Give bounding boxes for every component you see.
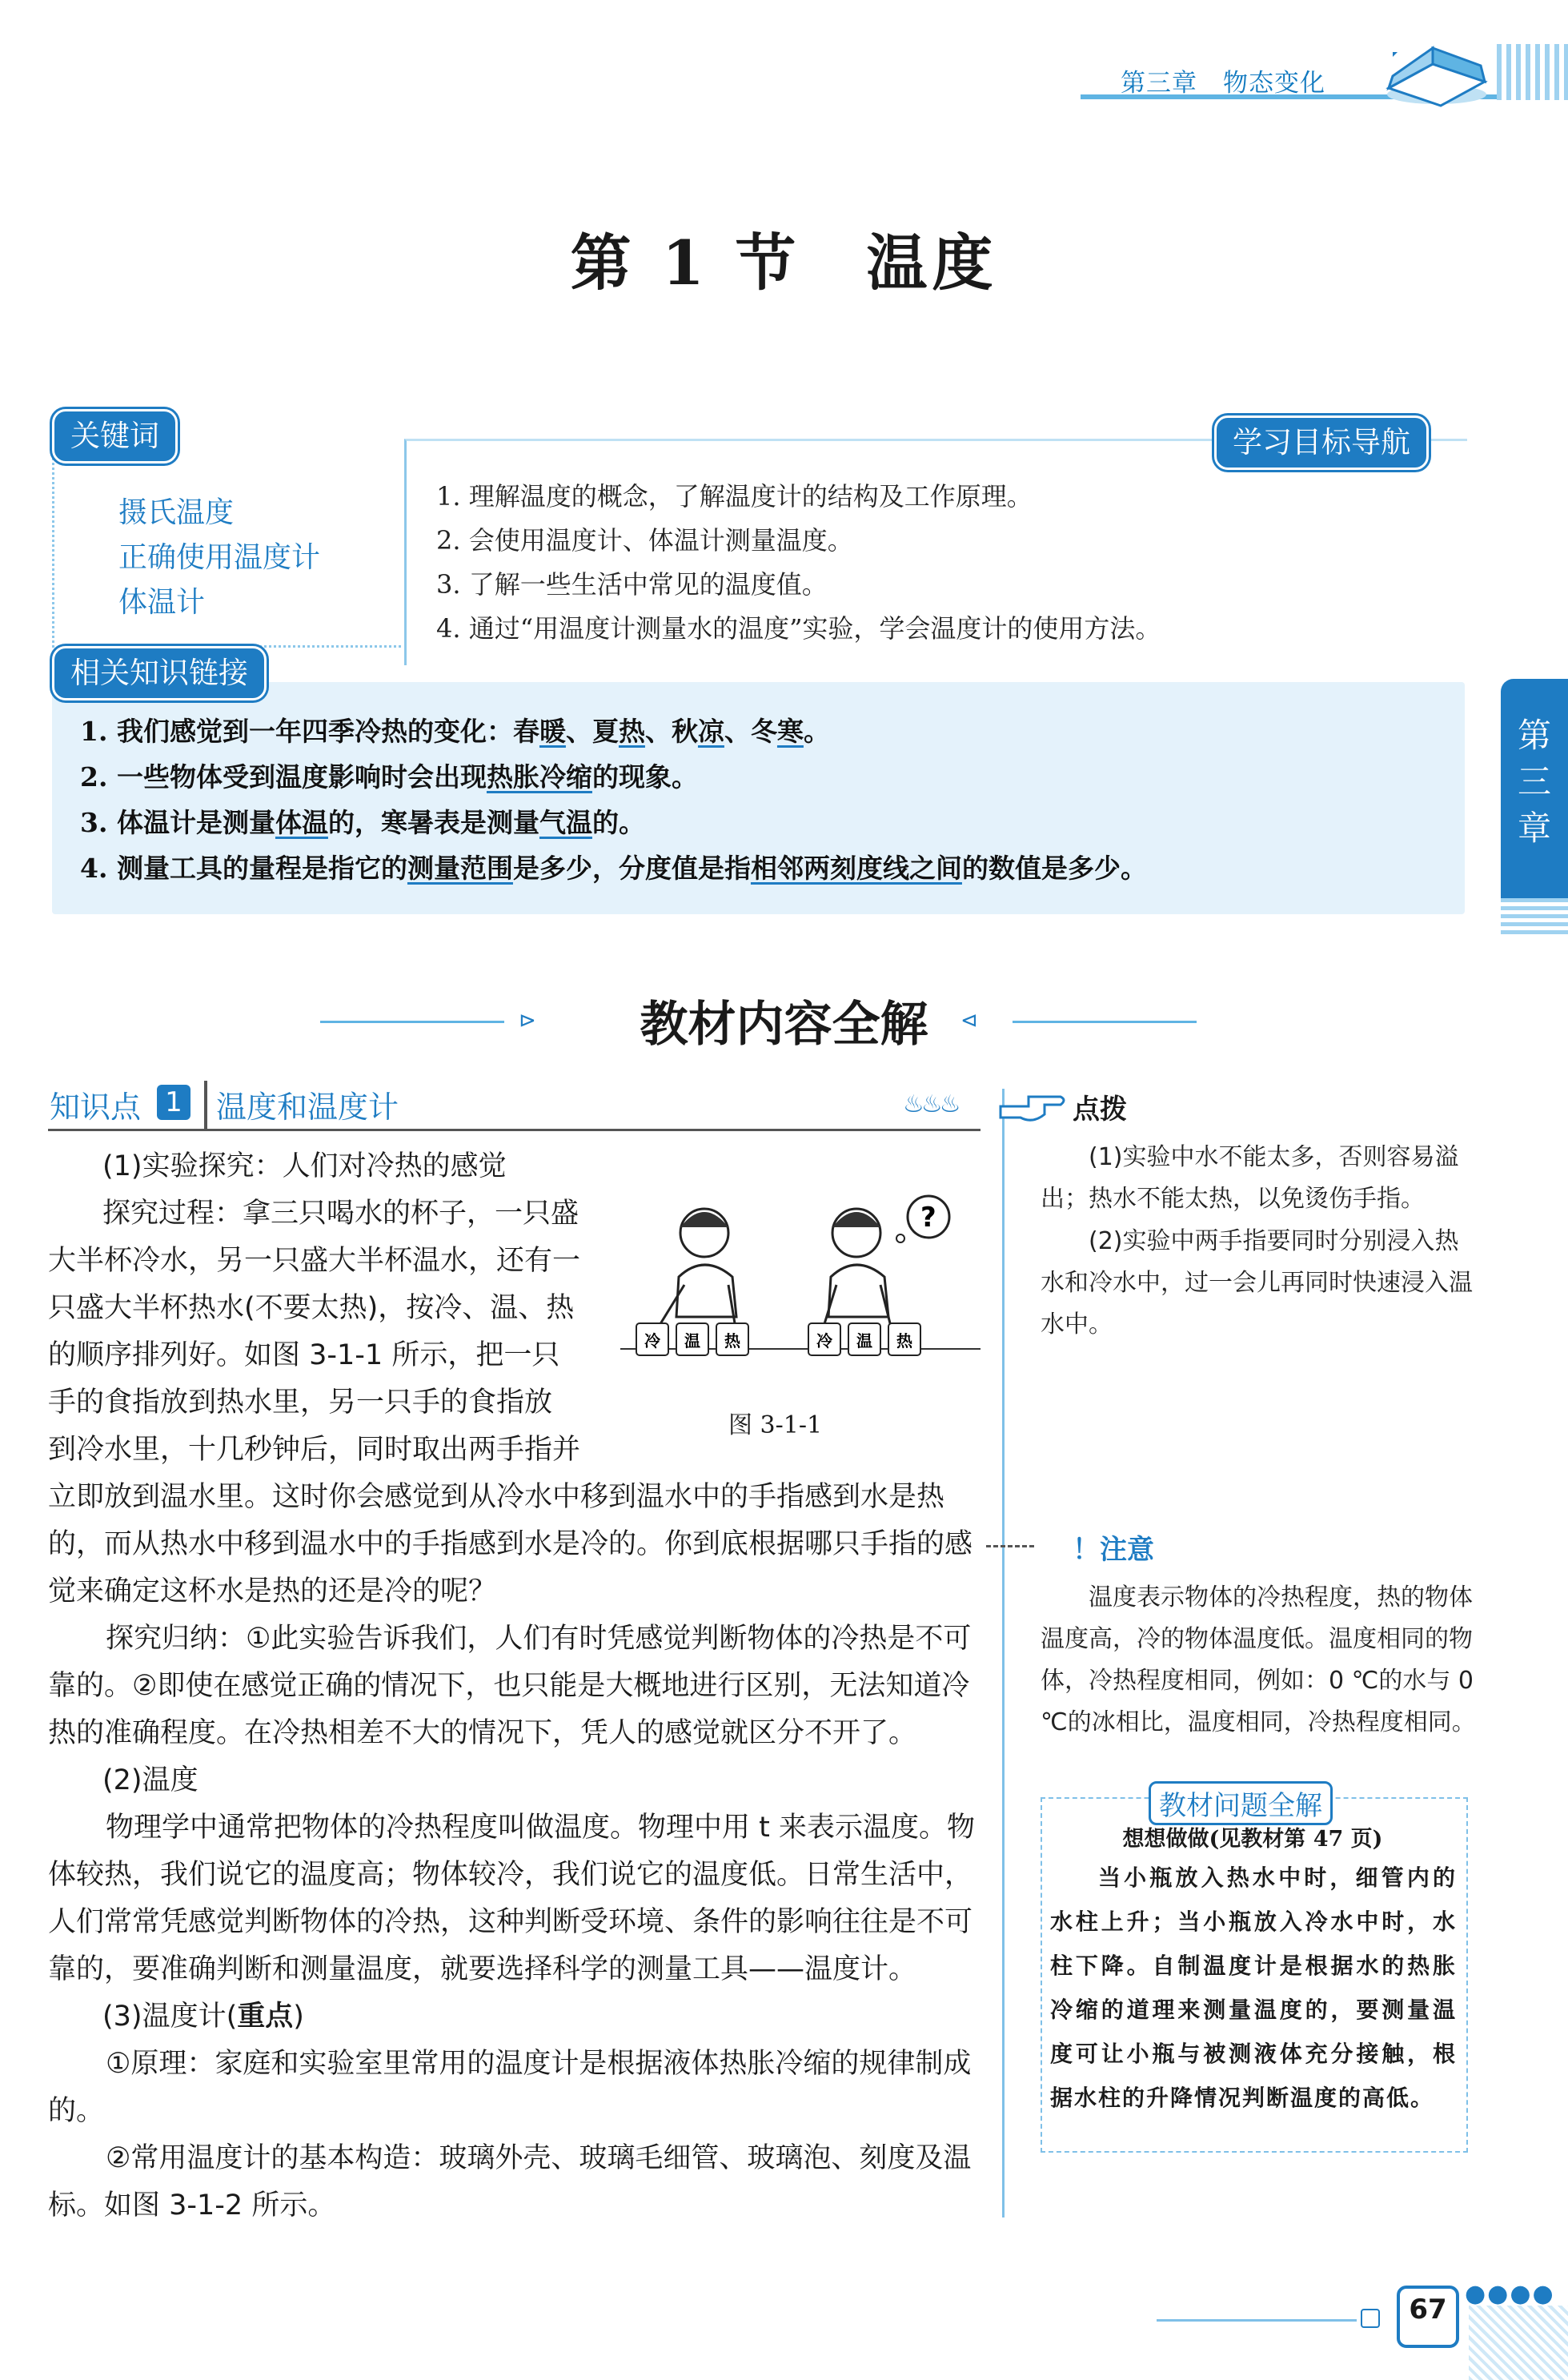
body-main-text: 立即放到温水里。这时你会感觉到从冷水中移到温水中的手指感到水是热的，而从热水中移到温水中的手指感到水是冷的。你到底根据哪只手指的感觉来确定这杯水是热的还是冷的呢？ 探究归纳：①此实验告诉我们，人们有时凭感觉判断物体的冷热是不可靠的。②即使在感觉正确的情况下，也只能是大概地进行区别，无法知道冷热的准确程度。在冷热相差不大的情况下，凭人的感觉就区分不开了。 (2)温度 物理学中通常把物体的冷热程度叫做温度。物理中用 t 来表示温度。物体较热，我们说它的温度高；物体较冷，我们说它的温度低。日常生活中，人们常常凭感觉判断物体的冷热，这种判断受环境、条件的影响往往是不可靠的，要准确判断和测量温度，就要选择科学的测量工具——温度计。 (3)温度计(重点) ①原理：家庭和实验室里常用的温度计是根据液体热胀冷缩的规律制成的。 ②常用温度计的基本构造：玻璃外壳、玻璃毛细管、玻璃泡、刻度及温标。如图 3-1-2 所示。 — [48, 1481, 975, 2221]
knowledge-point-number: 1 — [157, 1085, 190, 1120]
footer-square-icon — [1361, 2309, 1380, 2328]
cup-label: 温 — [684, 1331, 700, 1351]
link-line-4: 4. 测量工具的量程是指它的测量范围是多少，分度值是指相邻两刻度线之间的数值是多少。 — [80, 853, 1147, 884]
tips-title: 点拨 — [1073, 1094, 1127, 1126]
goal-item: 1. 理解温度的概念，了解温度计的结构及工作原理。 — [436, 481, 1033, 512]
chapter-header: 第三章 物态变化 — [1121, 69, 1325, 98]
keyword-item: 摄氏温度 — [118, 496, 235, 529]
goals-label: 学习目标导航 — [1217, 418, 1426, 468]
link-line-1: 1. 我们感觉到一年四季冷热的变化：春暖、夏热、秋凉、冬寒。 — [80, 716, 830, 747]
side-tab-stripes — [1501, 898, 1568, 937]
tip-1: (1)实验中水不能太多，否则容易溢出；热水不能太热，以免烫伤手指。 — [1041, 1143, 1459, 1213]
header-stripes — [1497, 44, 1568, 100]
links-label: 相关知识链接 — [54, 648, 264, 698]
arrow-right-icon: ⊳ — [519, 1009, 536, 1033]
notice-title: ！注意 — [1073, 1534, 1154, 1566]
goal-item: 2. 会使用温度计、体温计测量温度。 — [436, 525, 853, 556]
keywords-label: 关键词 — [54, 411, 175, 461]
knowledge-point-label: 知识点 — [50, 1090, 142, 1125]
body-wrap-text: 探究过程：拿三只喝水的杯子，一只盛 大半杯冷水，另一只盛大半杯温水，还有一 只盛大半杯热水(不要太热)，按冷、温、热 的顺序排列好。如图 3-1-1 所示，把一只 手的食指放到热水里，另一只手的食指放 到冷水里，十几秒钟后，同时取出两手指并 — [48, 1198, 581, 1466]
knowledge-point-divider — [204, 1081, 207, 1129]
keyword-item: 正确使用温度计 — [118, 541, 321, 574]
arrow-left-icon: ⊲ — [960, 1009, 978, 1033]
tip-2: (2)实验中两手指要同时分别浸入热水和冷水中，过一会儿再同时快速浸入温水中。 — [1041, 1227, 1473, 1338]
subheading-experiment: (1)实验探究：人们对冷热的感觉 — [102, 1150, 507, 1182]
footer-stripes — [1469, 2306, 1568, 2380]
side-tab-label: 第三章 — [1517, 716, 1551, 848]
cup-label: 温 — [856, 1331, 872, 1351]
cup-label: 热 — [896, 1331, 912, 1351]
footer-dots-icon: ●●●● — [1465, 2280, 1555, 2308]
link-line-3: 3. 体温计是测量体温的，寒暑表是测量气温的。 — [80, 807, 645, 838]
figure-caption: 图 3-1-1 — [728, 1411, 823, 1439]
page-title: 第 1 节 温度 — [570, 227, 998, 299]
cup-label: 热 — [724, 1331, 740, 1351]
textbook-qa-title: 教材问题全解 — [1149, 1781, 1333, 1825]
notice-text: 温度表示物体的冷热程度，热的物体温度高，冷的物体温度低。温度相同的物体，冷热程度相同，例如：0 ℃的水与 0 ℃的冰相比，温度相同，冷热程度相同。 — [1041, 1583, 1476, 1736]
keyword-item: 体温计 — [118, 586, 206, 619]
link-line-2: 2. 一些物体受到温度影响时会出现热胀冷缩的现象。 — [80, 761, 698, 793]
footer-rule — [1157, 2319, 1357, 2322]
column-divider — [1002, 1089, 1005, 2217]
book-logo-icon — [1377, 32, 1497, 112]
section-title: 教材内容全解 — [640, 997, 928, 1053]
experiment-illustration — [616, 1189, 985, 1405]
water-drops-icon: ♨♨♨ — [903, 1090, 958, 1118]
page-number: 67 — [1409, 2294, 1447, 2326]
textbook-qa-text: 当小瓶放入热水中时，细管内的水柱上升；当小瓶放入冷水中时，水柱下降。自制温度计是根据水的热胀冷缩的道理来测量温度的，要测量温度可让小瓶与被测液体充分接触，根据水柱的升降情况判断温度的高低。 — [1050, 1864, 1457, 2111]
pointing-hand-icon — [997, 1082, 1069, 1126]
question-mark: ? — [920, 1202, 936, 1234]
notice-connector — [986, 1545, 1034, 1547]
knowledge-point-title: 温度和温度计 — [216, 1090, 399, 1125]
goal-item: 3. 了解一些生活中常见的温度值。 — [436, 569, 828, 600]
knowledge-point-rule — [48, 1129, 981, 1131]
textbook-qa-subtitle: 想想做做(见教材第 47 页) — [1122, 1827, 1383, 1852]
cup-label: 冷 — [644, 1331, 660, 1351]
goal-item: 4. 通过“用温度计测量水的温度”实验，学会温度计的使用方法。 — [436, 613, 1161, 644]
cup-label: 冷 — [816, 1331, 832, 1351]
